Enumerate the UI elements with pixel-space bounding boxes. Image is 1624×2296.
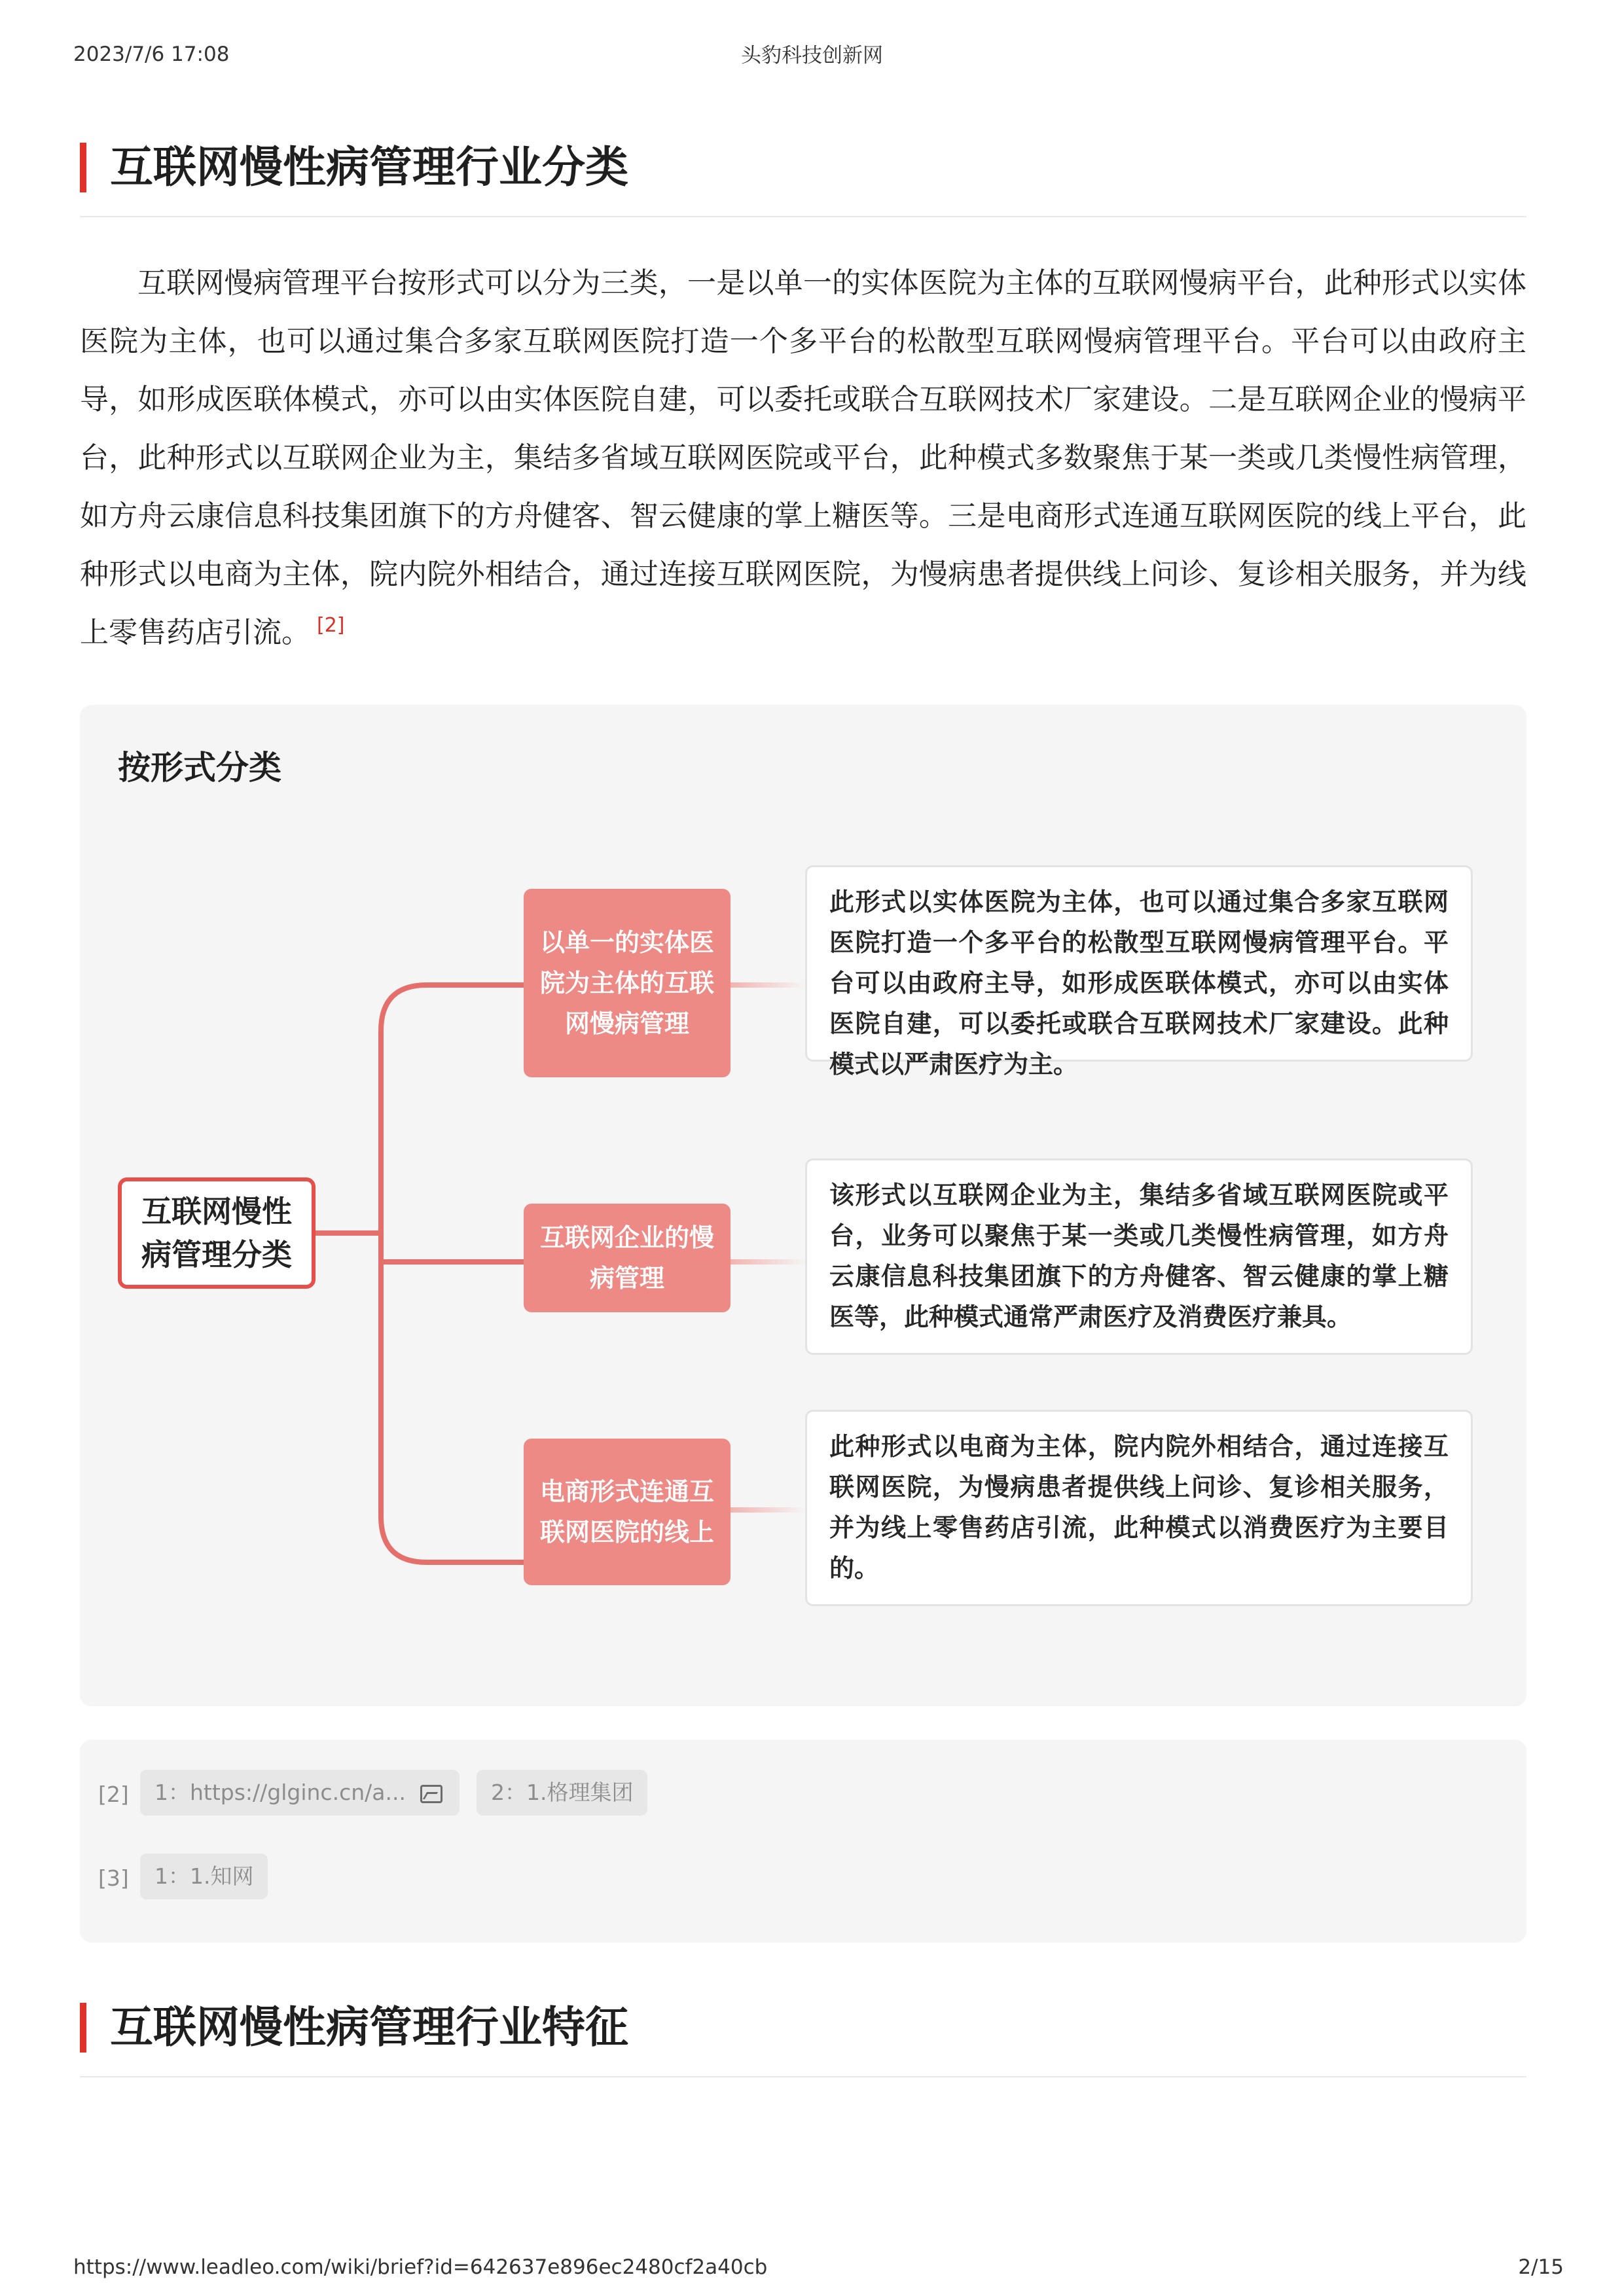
section-title: 互联网慢性病管理行业分类 bbox=[110, 142, 628, 192]
mindmap-title: 按形式分类 bbox=[118, 749, 281, 787]
desc-connector-3 bbox=[731, 1507, 805, 1513]
references-panel bbox=[80, 1740, 1526, 1943]
print-datetime: 2023/7/6 17:08 bbox=[73, 43, 230, 66]
heading-divider bbox=[80, 216, 1526, 217]
heading-divider bbox=[80, 2076, 1526, 2077]
paragraph-text: 互联网慢病管理平台按形式可以分为三类，一是以单一的实体医院为主体的互联网慢病平台，此种形式以实体医院为主体，也可以通过集合多家互联网医院打造一个多平台的松散型互联网慢病管理平台。平台可以由政府主导，如形成医联体模式，亦可以由实体医院自建，可以委托或联合互联网技术厂家建设。二是互联网企业的慢病平台，此种形式以互联网企业为主，集结多省域互联网医院或平台，此种模式多数聚焦于某一类或几类慢性病管理，如方舟云康信息科技集团旗下的方舟健客、智云健康的掌上糖医等。三是电商形式连通互联网医院的线上平台，此种形式以电商为主体，院内院外相结合，通过连接互联网医院，为慢病患者提供线上问诊、复诊相关服务，并为线上零售药店引流。 bbox=[80, 266, 1526, 649]
branch-node-ecommerce: 电商形式连通互联网医院的线上 bbox=[524, 1439, 731, 1585]
heading-accent-bar bbox=[80, 2003, 86, 2053]
desc-connector-1 bbox=[731, 982, 805, 988]
image-icon bbox=[420, 1785, 442, 1803]
reference-chip[interactable]: 1：1.知网 bbox=[140, 1854, 268, 1899]
section-title: 互联网慢性病管理行业特征 bbox=[110, 2002, 628, 2053]
branch-description-enterprise: 该形式以互联网企业为主，集结多省域互联网医院或平台，业务可以聚焦于某一类或几类慢性病管理，如方舟云康信息科技集团旗下的方舟健客、智云健康的掌上糖医等，此种模式通常严肃医疗及消费医疗兼具。 bbox=[805, 1158, 1473, 1355]
branch-trunk bbox=[381, 985, 524, 1562]
branch-description-hospital: 此形式以实体医院为主体，也可以通过集合多家互联网医院打造一个多平台的松散型互联网慢病管理平台。平台可以由政府主导，如形成医联体模式，亦可以由实体医院自建，可以委托或联合互联网技术厂家建设。此种模式以严肃医疗为主。 bbox=[805, 865, 1473, 1062]
intro-paragraph bbox=[80, 254, 1526, 662]
citation-link[interactable]: [2] bbox=[317, 614, 345, 637]
page-number: 2/15 bbox=[1518, 2255, 1564, 2279]
desc-connector-2 bbox=[731, 1259, 805, 1265]
branch-node-enterprise: 互联网企业的慢病管理 bbox=[524, 1204, 731, 1312]
reference-link-text: 1：https://glginc.cn/a... bbox=[154, 1780, 406, 1805]
reference-link-chip[interactable] bbox=[140, 1770, 460, 1816]
reference-number: [3] bbox=[98, 1865, 129, 1891]
heading-accent-bar bbox=[80, 143, 86, 192]
reference-number: [2] bbox=[98, 1782, 129, 1807]
branch-node-hospital: 以单一的实体医院为主体的互联网慢病管理 bbox=[524, 889, 731, 1077]
page-url: https://www.leadleo.com/wiki/brief?id=642637e896ec2480cf2a40cb bbox=[73, 2255, 768, 2279]
site-name: 头豹科技创新网 bbox=[741, 44, 883, 67]
mindmap-root-node: 互联网慢性病管理分类 bbox=[118, 1177, 316, 1289]
reference-chip[interactable]: 2：1.格理集团 bbox=[477, 1770, 647, 1816]
mindmap-panel bbox=[80, 705, 1526, 1706]
branch-description-ecommerce: 此种形式以电商为主体，院内院外相结合，通过连接互联网医院，为慢病患者提供线上问诊、复诊相关服务，并为线上零售药店引流，此种模式以消费医疗为主要目的。 bbox=[805, 1410, 1473, 1606]
